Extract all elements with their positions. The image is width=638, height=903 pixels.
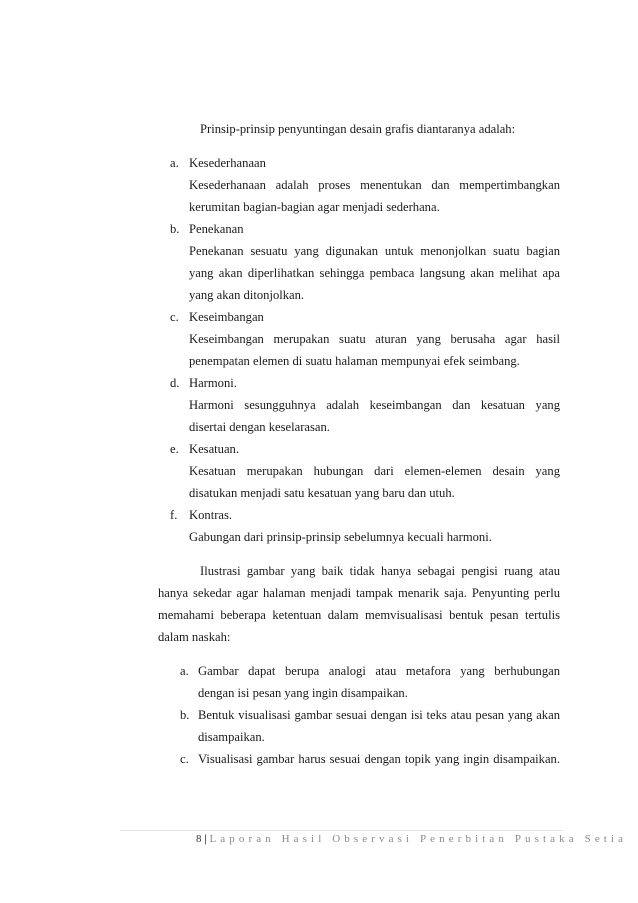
- principle-desc-c-line1: Keseimbangan merupakan suatu aturan yang berusaha agar hasil: [189, 332, 560, 346]
- principle-desc-e-line1: Kesatuan merupakan hubungan dari elemen-elemen desain yang: [189, 464, 560, 478]
- principle-desc-f-line1: Gabungan dari prinsip-prinsip sebelumnya kecuali harmoni.: [189, 530, 492, 544]
- principle-title-e: Kesatuan.: [189, 442, 240, 456]
- principle-title-f: Kontras.: [189, 508, 233, 522]
- principle-letter-a: a.: [170, 156, 179, 170]
- provision-b-line2: disampaikan.: [198, 730, 265, 744]
- footer-title: Laporan Hasil Observasi Penerbitan Pustaka Setia: [209, 833, 628, 845]
- principle-title-a: Kesederhanaan: [189, 156, 266, 170]
- principle-letter-c: c.: [170, 310, 179, 324]
- principle-desc-a-line2: kerumitan bagian-bagian agar menjadi sederhana.: [189, 200, 440, 214]
- principle-desc-b-line2: yang akan diperlihatkan sehingga pembaca langsung akan melihat apa: [189, 266, 560, 280]
- principle-title-d: Harmoni.: [189, 376, 237, 390]
- provision-letter-c: c.: [180, 752, 189, 766]
- provision-b-line1: Bentuk visualisasi gambar sesuai dengan isi teks atau pesan yang akan: [198, 708, 560, 722]
- provision-a-line2: dengan isi pesan yang ingin disampaikan.: [198, 686, 408, 700]
- provision-c-line1: Visualisasi gambar harus sesuai dengan topik yang ingin disampaikan.: [198, 752, 560, 766]
- principle-desc-d-line1: Harmoni sesungguhnya adalah keseimbangan dan kesatuan yang: [189, 398, 560, 412]
- principle-desc-a-line1: Kesederhanaan adalah proses menentukan dan mempertimbangkan: [189, 178, 560, 192]
- principle-desc-c-line2: penempatan elemen di suatu halaman mempunyai efek seimbang.: [189, 354, 520, 368]
- principle-title-c: Keseimbangan: [189, 310, 264, 324]
- principle-desc-e-line2: disatukan menjadi satu kesatuan yang baru dan utuh.: [189, 486, 455, 500]
- provision-letter-a: a.: [180, 664, 189, 678]
- principle-title-b: Penekanan: [189, 222, 244, 236]
- page-footer: [196, 832, 627, 846]
- footer-separator: |: [204, 833, 207, 845]
- principle-desc-d-line2: disertai dengan keselarasan.: [189, 420, 330, 434]
- provision-a-line1: Gambar dapat berupa analogi atau metafora yang berhubungan: [198, 664, 560, 678]
- principle-letter-f: f.: [170, 508, 178, 522]
- principle-letter-e: e.: [170, 442, 179, 456]
- paragraph-line-2: hanya sekedar agar halaman menjadi tampak menarik saja. Penyunting perlu: [158, 586, 560, 600]
- principle-letter-d: d.: [170, 376, 180, 390]
- principle-letter-b: b.: [170, 222, 180, 236]
- principle-desc-b-line1: Penekanan sesuatu yang digunakan untuk menonjolkan suatu bagian: [189, 244, 560, 258]
- intro-text: Prinsip-prinsip penyuntingan desain grafis diantaranya adalah:: [200, 122, 516, 136]
- paragraph-line-1: Ilustrasi gambar yang baik tidak hanya sebagai pengisi ruang atau: [200, 564, 560, 578]
- principle-desc-b-line3: yang akan ditonjolkan.: [189, 288, 305, 302]
- paragraph-line-3: memahami beberapa ketentuan dalam memvisualisasi bentuk pesan tertulis: [158, 608, 560, 622]
- paragraph-line-4: dalam naskah:: [158, 630, 231, 644]
- provision-letter-b: b.: [180, 708, 190, 722]
- page-number: 8: [196, 833, 202, 845]
- footer-divider: [120, 830, 563, 831]
